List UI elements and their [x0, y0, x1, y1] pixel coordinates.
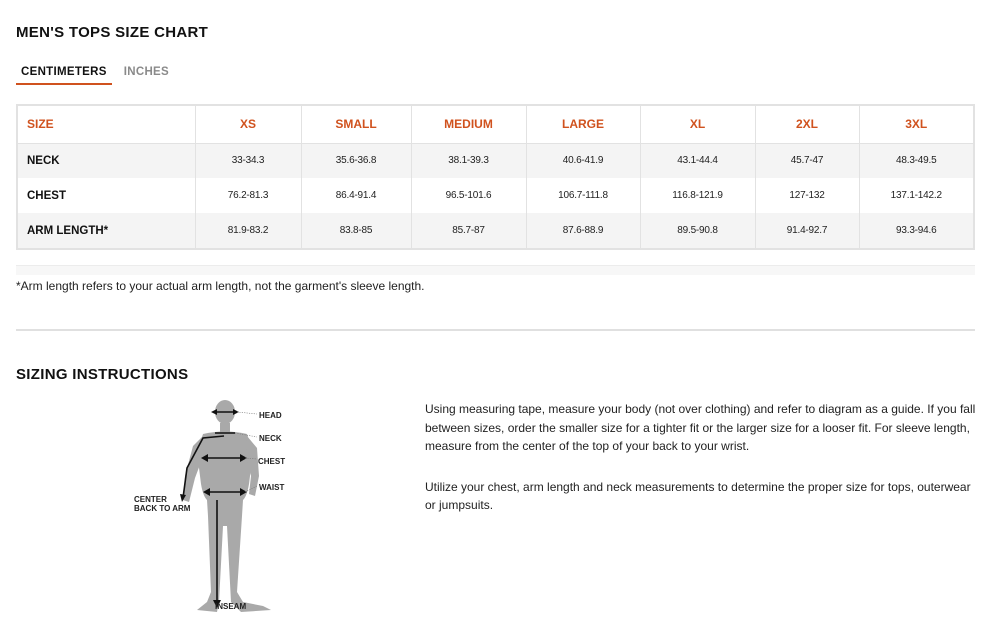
section-divider: [16, 329, 975, 331]
table-cell: 96.5-101.6: [411, 178, 526, 213]
arm-length-footnote: *Arm length refers to your actual arm length, not the garment's sleeve length.: [16, 279, 425, 293]
table-cell: 40.6-41.9: [526, 143, 640, 178]
tab-centimeters[interactable]: CENTIMETERS: [16, 64, 112, 85]
header-size: SIZE: [18, 106, 195, 143]
table-cell: 45.7-47: [755, 143, 859, 178]
tab-inches[interactable]: INCHES: [123, 66, 169, 78]
table-header-row: [18, 106, 973, 143]
label-chest: CHEST: [258, 457, 286, 466]
header-xl: XL: [640, 106, 755, 143]
table-cell: 127-132: [755, 178, 859, 213]
header-small: SMALL: [301, 106, 411, 143]
table-cell: 76.2-81.3: [195, 178, 301, 213]
label-head: HEAD: [259, 411, 282, 420]
row-label: ARM LENGTH*: [18, 213, 195, 248]
table-cell: 38.1-39.3: [411, 143, 526, 178]
table-cell: 83.8-85: [301, 213, 411, 248]
table-cell: 87.6-88.9: [526, 213, 640, 248]
size-chart-table: [16, 104, 975, 250]
label-neck: NECK: [259, 434, 282, 443]
instructions-paragraph: Utilize your chest, arm length and neck measurements to determine the proper size for tops, outerwear or jumpsuits.: [425, 479, 971, 512]
header-2xl: 2XL: [755, 106, 859, 143]
table-cell: 33-34.3: [195, 143, 301, 178]
body-figure-icon: [183, 400, 271, 612]
table-cell: 43.1-44.4: [640, 143, 755, 178]
row-label: NECK: [18, 143, 195, 178]
table-cell: 116.8-121.9: [640, 178, 755, 213]
table-row-arm-length: [18, 213, 973, 248]
page-title: MEN'S TOPS SIZE CHART: [16, 24, 209, 41]
table-row-neck: [18, 143, 973, 178]
measurement-diagram: [125, 396, 300, 622]
sizing-instructions-text: [425, 400, 977, 537]
label-inseam: INSEAM: [215, 602, 247, 611]
table-cell: 91.4-92.7: [755, 213, 859, 248]
header-3xl: 3XL: [859, 106, 973, 143]
table-cell: 35.6-36.8: [301, 143, 411, 178]
sizing-instructions-title: SIZING INSTRUCTIONS: [16, 366, 189, 383]
unit-tabs: [16, 64, 174, 85]
table-scrollbar-track: [16, 265, 975, 275]
label-center: CENTER: [134, 495, 167, 504]
instructions-paragraph: Using measuring tape, measure your body (not over clothing) and refer to diagram as a guide. If you fall between sizes, order the smaller size for a tighter fit or the larger size for a looser fit. For sleeve length, measure from the center of the top of your back to your wrist.: [425, 402, 976, 453]
header-xs: XS: [195, 106, 301, 143]
table-cell: 137.1-142.2: [890, 190, 942, 201]
row-label: CHEST: [18, 178, 195, 213]
table-cell: 48.3-49.5: [896, 155, 937, 167]
table-row-chest: [18, 178, 973, 213]
label-back-to-arm: BACK TO ARM: [134, 504, 191, 513]
table-cell: 106.7-111.8: [526, 178, 640, 213]
table-cell: 85.7-87: [411, 213, 526, 248]
header-medium: MEDIUM: [411, 106, 526, 143]
table-cell: 89.5-90.8: [640, 213, 755, 248]
table-cell: 93.3-94.6: [896, 225, 937, 236]
table-cell: 86.4-91.4: [301, 178, 411, 213]
table-cell: 81.9-83.2: [195, 213, 301, 248]
label-waist: WAIST: [259, 483, 285, 492]
header-large: LARGE: [526, 106, 640, 143]
